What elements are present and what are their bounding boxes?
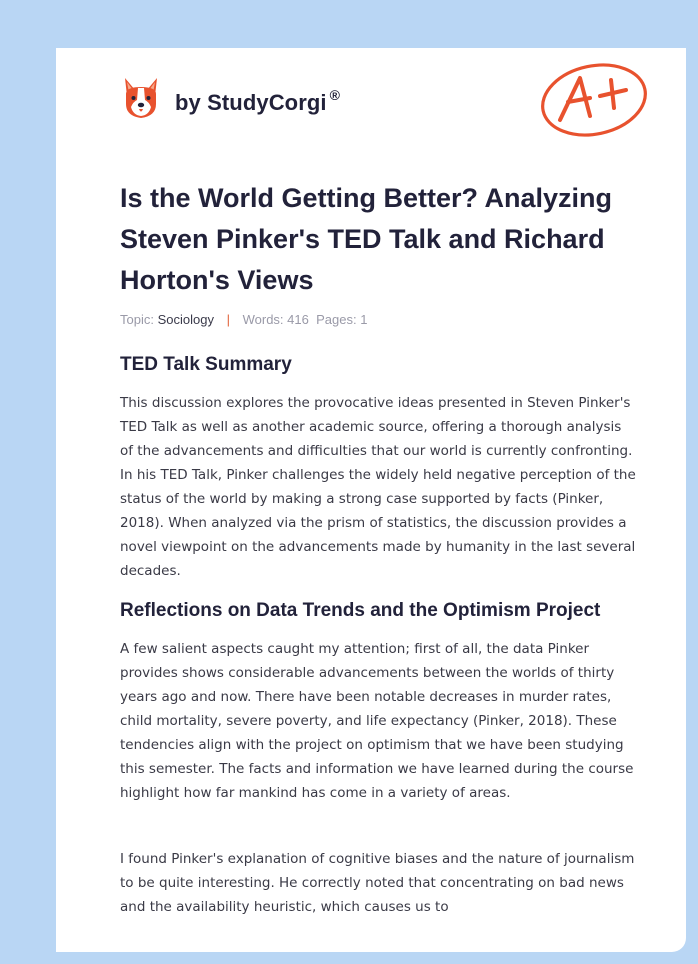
registered-mark: ® <box>329 87 341 103</box>
section-heading: TED Talk Summary <box>120 354 292 375</box>
document-page <box>56 48 686 952</box>
words-label: Words: <box>242 312 284 327</box>
meta-separator: | <box>226 312 230 327</box>
document-meta <box>120 312 367 327</box>
brand-name <box>175 87 341 116</box>
section-paragraph: This discussion explores the provocative ideas presented in Steven Pinker's TED Talk as well as another academic source, offering a thorough analysis of the advancements and difficulties that our world is currently confronting. In his TED Talk, Pinker challenges the widely held negative perception of the status of the world by making a strong case supported by facts (Pinker, 2018). When analyzed via the prism of statistics, the discussion provides a novel viewpoint on the advancements made by humanity in the last several decades. <box>120 395 636 579</box>
brand-text: by StudyCorgi <box>175 90 327 115</box>
document-title: Is the World Getting Better? Analyzing Steven Pinker's TED Talk and Richard Horton's Views <box>120 183 613 295</box>
section-paragraph: I found Pinker's explanation of cognitive biases and the nature of journalism to be quite interesting. He correctly noted that concentrating on bad news and the availability heuristic, which causes us to <box>120 851 635 915</box>
topic-label: Topic: <box>120 312 154 327</box>
pages-label: Pages: <box>316 312 357 327</box>
studycorgi-logo[interactable] <box>121 76 381 124</box>
topic-value[interactable]: Sociology <box>157 312 214 327</box>
section-paragraph: A few salient aspects caught my attention; first of all, the data Pinker provides shows considerable advancements between the worlds of thirty years ago and now. There have been notable decreases in murder rates, child mortality, severe poverty, and life expectancy (Pinker, 2018). These tendencies align with the project on optimism that we have been studying this semester. The facts and information we have learned during the course highlight how far mankind has come in a variety of areas. <box>120 641 634 801</box>
section-heading: Reflections on Data Trends and the Optimism Project <box>120 600 601 621</box>
pages-value: 1 <box>360 312 368 327</box>
corgi-icon <box>121 76 161 122</box>
a-plus-grade-icon <box>538 58 650 142</box>
words-value: 416 <box>287 312 309 327</box>
